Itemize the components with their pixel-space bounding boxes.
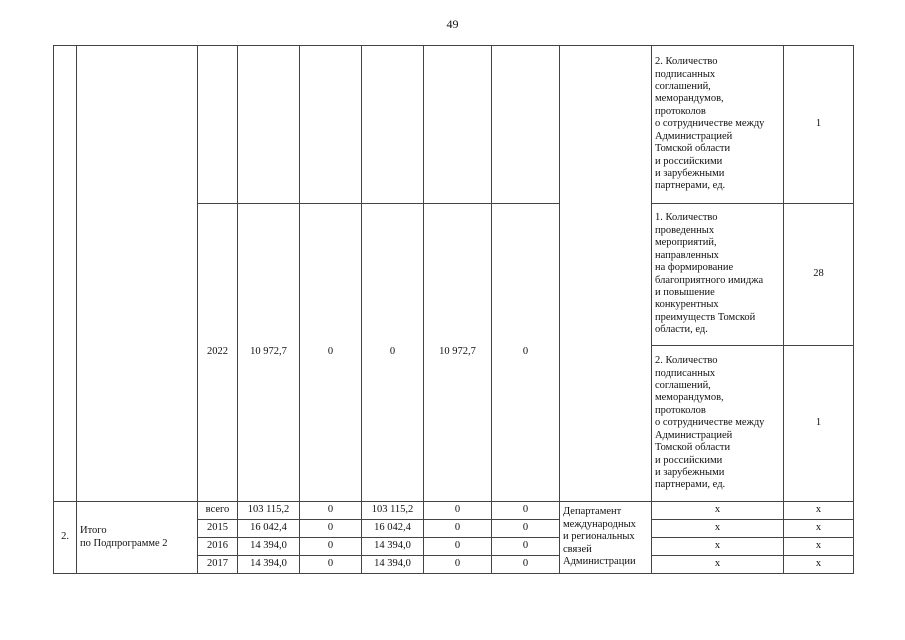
indicator-cell: x xyxy=(652,538,784,556)
year-cell: всего xyxy=(198,502,238,520)
executor-cell xyxy=(560,46,652,502)
indicator-cell: x xyxy=(652,502,784,520)
page-number: 49 xyxy=(446,17,459,31)
year-cell: 2015 xyxy=(198,520,238,538)
indicator-cell: 2. Количество подписанных соглашений, меморандумов, протоколов о сотрудничестве между Администрацией Томской области и российскими и зарубежными партнерами, ед. xyxy=(652,46,784,204)
regional-cell: 14 394,0 xyxy=(362,538,424,556)
year-cell: 2017 xyxy=(198,556,238,574)
indicator-value-cell: 1 xyxy=(784,346,854,502)
total-cell: 14 394,0 xyxy=(238,556,300,574)
local-cell: 0 xyxy=(424,502,492,520)
extrabudget-cell: 0 xyxy=(492,556,560,574)
total-cell xyxy=(238,46,300,204)
regional-cell: 103 115,2 xyxy=(362,502,424,520)
indicator-value-cell: 28 xyxy=(784,204,854,346)
local-cell xyxy=(424,46,492,204)
local-cell: 0 xyxy=(424,520,492,538)
federal-cell: 0 xyxy=(300,538,362,556)
extrabudget-cell: 0 xyxy=(492,204,560,502)
total-cell: 103 115,2 xyxy=(238,502,300,520)
indicator-cell: 1. Количество проведенных мероприятий, направленных на формирование благоприятного имиджа и повышение конкурентных преимуществ Томской области, ед. xyxy=(652,204,784,346)
regional-cell: 0 xyxy=(362,204,424,502)
federal-cell: 0 xyxy=(300,520,362,538)
executor-cell: Департамент международных и региональных связей Администрации xyxy=(560,502,652,574)
indicator-value-cell: x xyxy=(784,538,854,556)
federal-cell xyxy=(300,46,362,204)
table-row xyxy=(54,502,854,520)
federal-cell: 0 xyxy=(300,204,362,502)
year-cell: 2016 xyxy=(198,538,238,556)
extrabudget-cell: 0 xyxy=(492,520,560,538)
regional-cell: 14 394,0 xyxy=(362,556,424,574)
year-cell xyxy=(198,46,238,204)
row-number-cell xyxy=(54,46,77,502)
extrabudget-cell: 0 xyxy=(492,502,560,520)
indicator-cell: x xyxy=(652,520,784,538)
local-cell: 0 xyxy=(424,538,492,556)
row-name-cell: Итого по Подпрограмме 2 xyxy=(77,502,198,574)
total-cell: 14 394,0 xyxy=(238,538,300,556)
indicator-cell: x xyxy=(652,556,784,574)
year-cell: 2022 xyxy=(198,204,238,502)
indicator-value-cell: 1 xyxy=(784,46,854,204)
regional-cell: 16 042,4 xyxy=(362,520,424,538)
federal-cell: 0 xyxy=(300,502,362,520)
extrabudget-cell: 0 xyxy=(492,538,560,556)
total-cell: 10 972,7 xyxy=(238,204,300,502)
indicator-cell: 2. Количество подписанных соглашений, меморандумов, протоколов о сотрудничестве между Администрацией Томской области и российскими и зарубежными партнерами, ед. xyxy=(652,346,784,502)
row-name-cell xyxy=(77,46,198,502)
local-cell: 10 972,7 xyxy=(424,204,492,502)
regional-cell xyxy=(362,46,424,204)
table-row xyxy=(54,46,854,204)
row-number-cell: 2. xyxy=(54,502,77,574)
federal-cell: 0 xyxy=(300,556,362,574)
local-cell: 0 xyxy=(424,556,492,574)
budget-table xyxy=(53,45,854,574)
indicator-value-cell: x xyxy=(784,520,854,538)
extrabudget-cell xyxy=(492,46,560,204)
indicator-value-cell: x xyxy=(784,502,854,520)
total-cell: 16 042,4 xyxy=(238,520,300,538)
indicator-value-cell: x xyxy=(784,556,854,574)
